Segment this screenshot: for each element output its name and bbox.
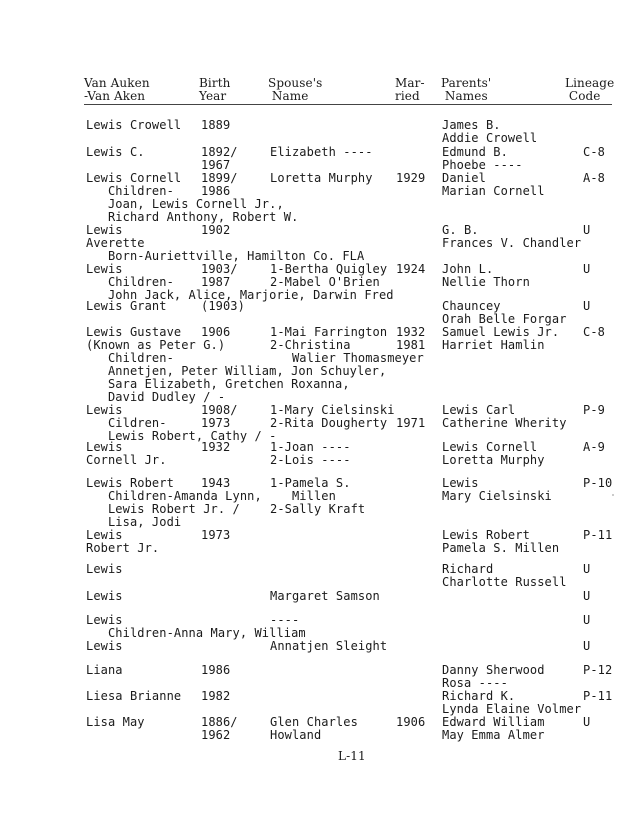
entry-lineage-code: P-11 — [583, 528, 613, 542]
entry-lineage-code: U — [583, 223, 591, 237]
entry-parents: Richard — [442, 562, 494, 576]
entry-name: Lewis — [86, 403, 123, 417]
entry-spouse: 1-Bertha Quigley — [270, 262, 388, 276]
entry-lineage-code: U — [583, 299, 591, 313]
entry-parents: Marian Cornell — [442, 184, 545, 198]
entry-lineage-code: U — [583, 589, 591, 603]
entry-spouse: 1-Mary Cielsinski — [270, 403, 395, 417]
entry-spouse: 2-Mabel O'Brien — [270, 275, 380, 289]
entry-name: (Known as Peter G.) — [86, 338, 226, 352]
entry-parents: May Emma Almer — [442, 728, 545, 742]
entry-spouse: Loretta Murphy — [270, 171, 373, 185]
entry-birth-year: 1906 — [201, 325, 231, 339]
entry-name: Lewis Gustave — [86, 325, 182, 339]
entry-birth-year: 1903/ — [201, 262, 238, 276]
entry-lineage-code: P-11 — [583, 689, 613, 703]
entry-parents: Edward William — [442, 715, 545, 729]
entry-spouse: 2-Christina — [270, 338, 351, 352]
entry-birth-year: 1943 — [201, 476, 231, 490]
entry-name: Cildren- — [86, 416, 167, 430]
entry-name: David Dudley / - — [86, 390, 226, 404]
entry-birth-year: 1908/ — [201, 403, 238, 417]
entry-name: Lewis Grant — [86, 299, 167, 313]
entry-spouse: Millen — [270, 489, 336, 503]
header-parents-column: Parents' Names — [441, 76, 492, 103]
entry-name: Children-Amanda Lynn, — [86, 489, 262, 503]
entry-spouse: Elizabeth ---- — [270, 145, 373, 159]
header-lineage-code-column: Lineage Code — [565, 76, 615, 103]
entry-name: Robert Jr. — [86, 541, 160, 555]
entry-birth-year: 1892/ — [201, 145, 238, 159]
entry-name: Liesa Brianne — [86, 689, 182, 703]
entry-name: John Jack, Alice, Marjorie, Darwin Fred — [86, 288, 394, 302]
entry-birth-year: 1899/ — [201, 171, 238, 185]
entry-lineage-code: P-12 — [583, 663, 613, 677]
entry-name: Lewis C. — [86, 145, 145, 159]
entry-name: Born-Auriettville, Hamilton Co. FLA — [86, 249, 365, 263]
entry-married-year: 1906 — [396, 715, 426, 729]
entry-parents: Phoebe ---- — [442, 158, 523, 172]
entry-married-year: 1971 — [396, 416, 426, 430]
entry-parents: Chauncey — [442, 299, 501, 313]
entry-spouse: 2-Rita Dougherty — [270, 416, 388, 430]
entry-parents: Frances V. Chandler — [442, 236, 582, 250]
entry-name: Lewis — [86, 589, 123, 603]
entry-name: Cornell Jr. — [86, 453, 167, 467]
entry-parents: Daniel — [442, 171, 486, 185]
entry-spouse: 1-Pamela S. — [270, 476, 351, 490]
entry-name: Lisa May — [86, 715, 145, 729]
entry-name: Liana — [86, 663, 123, 677]
entry-name: Joan, Lewis Cornell Jr., — [86, 197, 284, 211]
entry-birth-year: 1973 — [201, 528, 231, 542]
entry-parents: Catherine Wherity — [442, 416, 567, 430]
entry-parents: Lewis Carl — [442, 403, 516, 417]
entry-lineage-code: U — [583, 639, 591, 653]
entry-name: Lewis Robert — [86, 476, 174, 490]
entry-spouse: Margaret Samson — [270, 589, 380, 603]
entry-parents: Nellie Thorn — [442, 275, 530, 289]
entry-parents: Charlotte Russell — [442, 575, 567, 589]
entry-parents: Samuel Lewis Jr. — [442, 325, 560, 339]
entry-birth-year: 1982 — [201, 689, 231, 703]
entry-parents: G. B. — [442, 223, 479, 237]
entry-parents: Richard K. — [442, 689, 516, 703]
entry-birth-year: 1986 — [201, 663, 231, 677]
entry-lineage-code: U — [583, 262, 591, 276]
entry-lineage-code: P-10 — [583, 476, 613, 490]
entry-lineage-code: A-9 — [583, 440, 605, 454]
entry-name: Children- — [86, 184, 174, 198]
entry-spouse: ---- — [270, 613, 300, 627]
entry-birth-year: 1987 — [201, 275, 231, 289]
entry-birth-year: 1932 — [201, 440, 231, 454]
entry-name: Lewis — [86, 562, 123, 576]
entry-lineage-code: U — [583, 715, 591, 729]
entry-lineage-code: U — [583, 562, 591, 576]
entry-married-year: 1924 — [396, 262, 426, 276]
page-number: L-11 — [338, 749, 366, 763]
header-spouse-column: Spouse's Name — [268, 76, 323, 103]
header-birth-year-column: Birth Year — [199, 76, 231, 103]
entry-name: Richard Anthony, Robert W. — [86, 210, 299, 224]
entry-name: Lewis Robert Jr. / — [86, 502, 240, 516]
entry-lineage-code: C-8 — [583, 325, 605, 339]
entry-parents: Lewis Robert — [442, 528, 530, 542]
header-rule — [84, 104, 612, 105]
entry-name: Lewis — [86, 639, 123, 653]
entry-birth-year: 1986 — [201, 184, 231, 198]
entry-parents: Pamela S. Millen — [442, 541, 560, 555]
entry-married-year: 1981 — [396, 338, 426, 352]
entry-parents: Lynda Elaine Volmer — [442, 702, 582, 716]
entry-spouse: Glen Charles — [270, 715, 358, 729]
entry-birth-year: 1967 — [201, 158, 231, 172]
entry-parents: John L. — [442, 262, 494, 276]
entry-birth-year: 1902 — [201, 223, 231, 237]
header-name-column: Van Auken -Van Aken — [84, 76, 150, 103]
entry-birth-year: 1962 — [201, 728, 231, 742]
entry-parents: James B. — [442, 118, 501, 132]
entry-spouse: 2-Sally Kraft — [270, 502, 366, 516]
entry-name: Lewis — [86, 528, 123, 542]
entry-name: Annetjen, Peter William, Jon Schuyler, — [86, 364, 387, 378]
entry-name: Lewis Crowell — [86, 118, 182, 132]
entry-birth-year: 1889 — [201, 118, 231, 132]
entry-married-year: 1932 — [396, 325, 426, 339]
entry-name: Lewis — [86, 613, 123, 627]
entry-married-year: 1929 — [396, 171, 426, 185]
entry-birth-year: (1903) — [201, 299, 245, 313]
entry-parents: Mary Cielsinski — [442, 489, 552, 503]
entry-spouse: Walier Thomasmeyer — [270, 351, 424, 365]
entry-spouse: Annatjen Sleight — [270, 639, 388, 653]
entry-name: Lewis — [86, 262, 123, 276]
entry-lineage-code: P-9 — [583, 403, 605, 417]
entry-parents: Loretta Murphy — [442, 453, 545, 467]
entry-parents: Danny Sherwood — [442, 663, 545, 677]
entry-parents: Harriet Hamlin — [442, 338, 545, 352]
entry-parents: Edmund B. — [442, 145, 508, 159]
entry-name: Children- — [86, 275, 174, 289]
entry-name: Lewis Cornell — [86, 171, 182, 185]
entry-lineage-code: A-8 — [583, 171, 605, 185]
paper-speck — [612, 494, 614, 496]
entry-name: Lewis — [86, 223, 123, 237]
entry-parents: Lewis — [442, 476, 479, 490]
entry-spouse: 2-Lois ---- — [270, 453, 351, 467]
entry-name: Lisa, Jodi — [86, 515, 182, 529]
header-married-column: Mar- ried — [395, 76, 425, 103]
entry-name: Lewis Robert, Cathy / - — [86, 429, 277, 443]
entry-parents: Lewis Cornell — [442, 440, 538, 454]
entry-name: Sara Elizabeth, Gretchen Roxanna, — [86, 377, 350, 391]
entry-name: Children-Anna Mary, William — [86, 626, 306, 640]
entry-parents: Rosa ---- — [442, 676, 508, 690]
entry-lineage-code: C-8 — [583, 145, 605, 159]
entry-name: Averette — [86, 236, 145, 250]
entry-spouse: Howland — [270, 728, 322, 742]
entry-lineage-code: U — [583, 613, 591, 627]
entry-name: Children- — [86, 351, 174, 365]
entry-parents: Addie Crowell — [442, 131, 538, 145]
entry-parents: Orah Belle Forgar — [442, 312, 567, 326]
entry-spouse: 1-Joan ---- — [270, 440, 351, 454]
entry-birth-year: 1886/ — [201, 715, 238, 729]
entry-birth-year: 1973 — [201, 416, 231, 430]
entry-spouse: 1-Mai Farrington — [270, 325, 388, 339]
entry-name: Lewis — [86, 440, 123, 454]
